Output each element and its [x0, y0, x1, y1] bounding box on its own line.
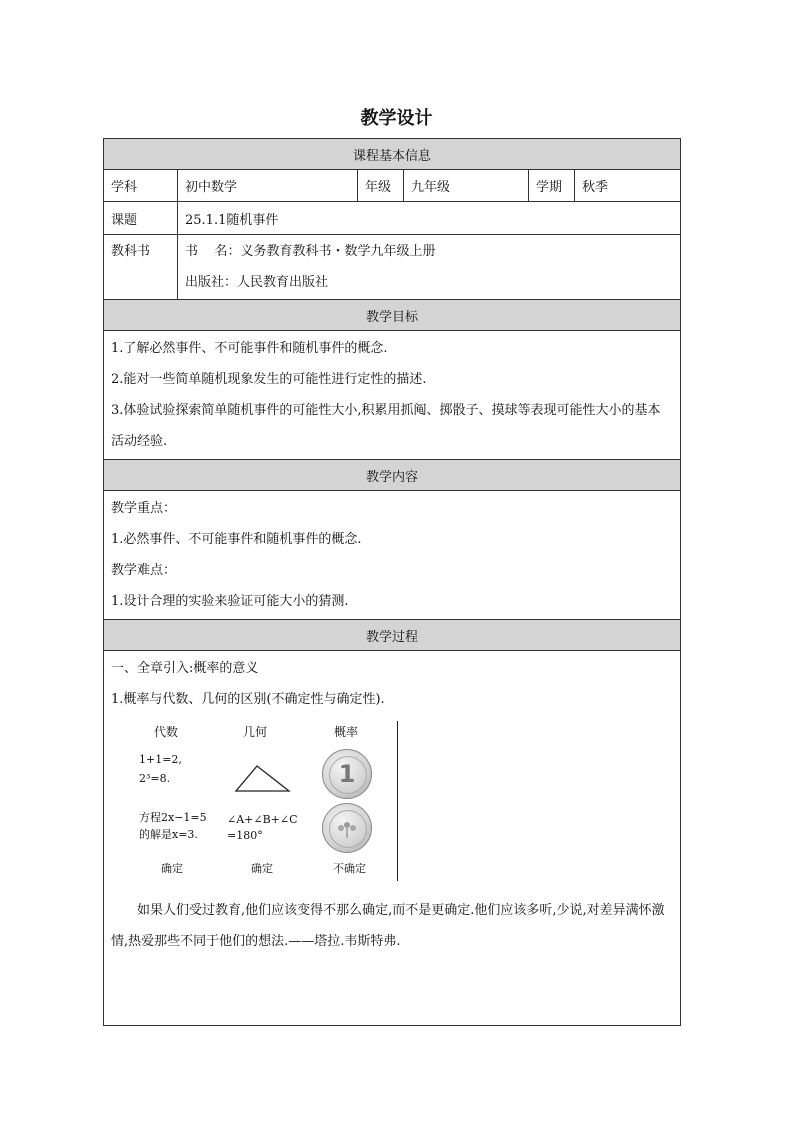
coin-value-text: 1 [338, 760, 356, 788]
document-title: 教学设计 [360, 108, 433, 129]
content-cell [104, 491, 681, 620]
term-value: 秋季 [575, 170, 681, 202]
goal-item-3: 3.体验试验探索简单随机事件的可能性大小,积累用抓阄、掷骰子、摸球等表现可能性大小的基本活动经验. [111, 403, 661, 449]
textbook-label-text: 教科书 [111, 244, 151, 259]
textbook-info [178, 235, 681, 300]
figure-header-probability: 概率 [334, 725, 359, 739]
textbook-label [104, 235, 178, 300]
key-points-label: 教学重点： [111, 501, 177, 516]
process-heading: 一、全章引入:概率的意义 [111, 661, 259, 676]
topic-label: 课题 [104, 202, 178, 235]
geometry-angle-value: =180° [227, 829, 263, 842]
difficult-point-item: 1.设计合理的实验来验证可能大小的猜测. [111, 594, 349, 609]
goal-item-1: 1.了解必然事件、不可能事件和随机事件的概念. [111, 341, 388, 356]
topic-value: 25.1.1随机事件 [178, 202, 681, 235]
figure-footer-certain-1: 确定 [161, 862, 183, 875]
section-header-basic-info: 课程基本信息 [104, 139, 681, 170]
lesson-plan-table [103, 138, 681, 1026]
figure-footer-certain-2: 确定 [251, 862, 273, 875]
subject-value: 初中数学 [178, 170, 358, 202]
grade-value: 九年级 [404, 170, 529, 202]
figure-header-geometry: 几何 [243, 725, 268, 739]
geometry-angle-sum: ∠A+∠B+∠C [227, 813, 298, 826]
comparison-figure [129, 721, 398, 881]
figure-header-algebra: 代数 [154, 725, 179, 739]
term-label: 学期 [529, 170, 575, 202]
algebra-example-2: 2³=8. [139, 772, 171, 785]
figure-footer-uncertain: 不确定 [333, 862, 366, 875]
key-point-item: 1.必然事件、不可能事件和随机事件的概念. [111, 532, 362, 547]
triangle-diagram [233, 763, 293, 795]
algebra-example-4: 的解是x=3. [139, 828, 198, 841]
quote-paragraph: 如果人们受过教育,他们应该变得不那么确定,而不是更确定.他们应该多听,少说,对差异满怀激情,热爱那些不同于他们的想法.——塔拉.韦斯特弗. [111, 903, 665, 949]
goals-cell [104, 331, 681, 460]
process-cell [104, 651, 681, 1026]
algebra-example-1: 1+1=2, [139, 753, 182, 766]
coin-heads-icon [322, 749, 372, 799]
goal-item-2: 2.能对一些简单随机现象发生的可能性进行定性的描述. [111, 372, 427, 387]
section-header-process: 教学过程 [104, 620, 681, 651]
algebra-example-3: 方程2x−1=5 [139, 811, 207, 824]
grade-label: 年级 [358, 170, 404, 202]
section-header-goals: 教学目标 [104, 300, 681, 331]
difficult-points-label: 教学难点： [111, 563, 177, 578]
book-name-line: 书 名：义务教育教科书・数学九年级上册 [185, 244, 436, 259]
process-item-1: 1.概率与代数、几何的区别(不确定性与确定性). [111, 692, 385, 707]
publisher-line: 出版社：人民教育出版社 [185, 275, 329, 290]
coin-tails-icon [322, 803, 372, 853]
section-header-content: 教学内容 [104, 460, 681, 491]
subject-label: 学科 [104, 170, 178, 202]
flower-icon [336, 816, 358, 840]
